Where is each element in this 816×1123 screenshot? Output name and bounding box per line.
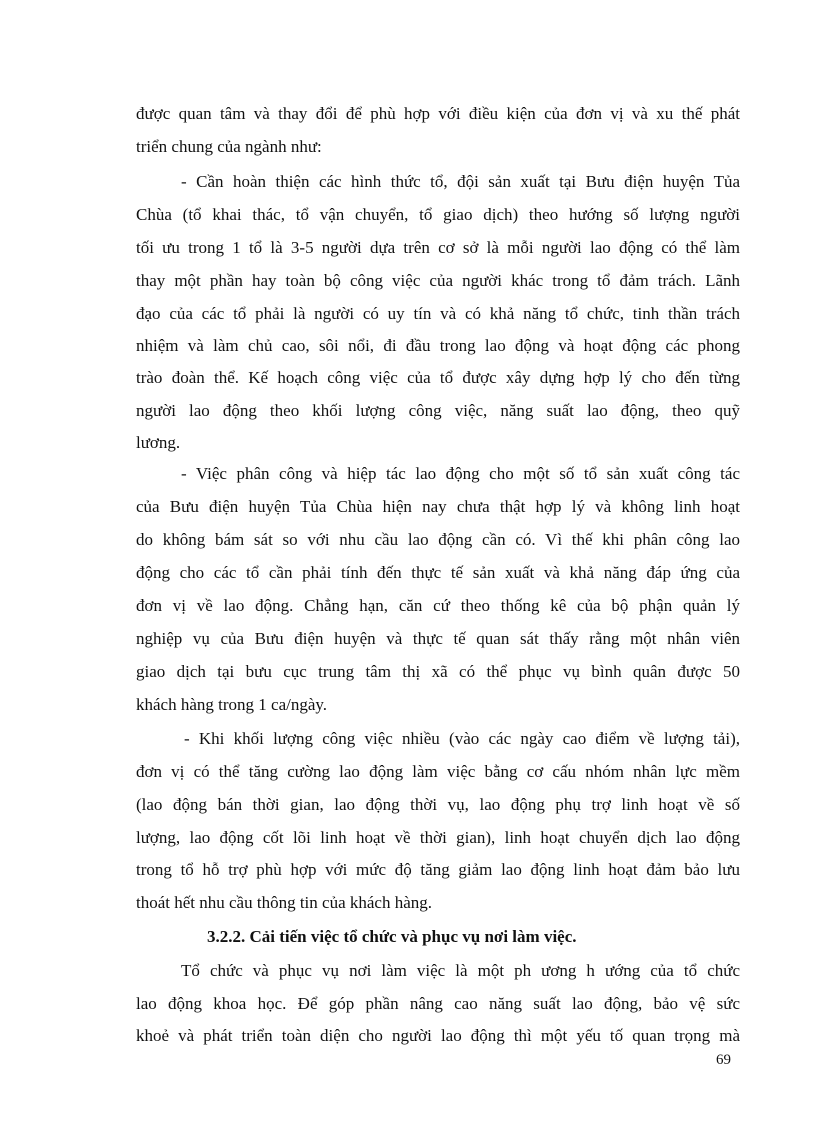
body-text-line: do không bám sát so với nhu cầu lao động cần có. Vì thế khi phân công lao bbox=[136, 530, 740, 549]
body-text-line: tối ưu trong 1 tổ là 3-5 người dựa trên cơ sở là mỗi người lao động có thể làm bbox=[136, 238, 740, 257]
body-text-line: lượng, lao động cốt lõi linh hoạt về thời gian), linh hoạt chuyển dịch lao động bbox=[136, 828, 740, 847]
body-text-line: triển chung của ngành như: bbox=[136, 137, 322, 156]
bullet-paragraph-start: - Cần hoàn thiện các hình thức tổ, đội sản xuất tại Bưu điện huyện Tủa bbox=[181, 172, 740, 191]
body-text-line: trào đoàn thể. Kế hoạch công việc của tổ được xây dựng hợp lý cho đến từng bbox=[136, 368, 740, 387]
body-text-line: người lao động theo khối lượng công việc, năng suất lao động, theo quỹ bbox=[136, 401, 740, 420]
page-number: 69 bbox=[716, 1052, 731, 1068]
body-text-line: giao dịch tại bưu cục trung tâm thị xã có thể phục vụ bình quân được 50 bbox=[136, 662, 740, 681]
body-text-line: động cho các tổ cần phải tính đến thực tế sản xuất và khả năng đáp ứng của bbox=[136, 563, 740, 582]
body-text-line: lao động khoa học. Để góp phần nâng cao năng suất lao động, bảo vệ sức bbox=[136, 994, 740, 1013]
body-text-line: trong tổ hỗ trợ phù hợp với mức độ tăng giảm lao động linh hoạt đảm bảo lưu bbox=[136, 860, 740, 879]
body-text-line: khoẻ và phát triển toàn diện cho người lao động thì một yếu tố quan trọng mà bbox=[136, 1026, 740, 1045]
body-text-line: thoát hết nhu cầu thông tin của khách hàng. bbox=[136, 893, 432, 912]
bullet-paragraph-start: - Việc phân công và hiệp tác lao động cho một số tổ sản xuất công tác bbox=[181, 464, 740, 483]
body-text-line: đạo của các tổ phải là người có uy tín và có khả năng tổ chức, tinh thần trách bbox=[136, 304, 740, 323]
body-text-line: nhiệm và làm chủ cao, sôi nổi, đi đầu trong lao động và hoạt động các phong bbox=[136, 336, 740, 355]
body-text-line: thay một phần hay toàn bộ công việc của người khác trong tổ đảm trách. Lãnh bbox=[136, 271, 740, 290]
body-text-line: đơn vị về lao động. Chẳng hạn, căn cứ theo thống kê của bộ phận quản lý bbox=[136, 596, 740, 615]
body-text-line: lương. bbox=[136, 433, 181, 452]
body-text-line: của Bưu điện huyện Tủa Chùa hiện nay chưa thật hợp lý và không linh hoạt bbox=[136, 497, 740, 516]
paragraph-start: Tổ chức và phục vụ nơi làm việc là một ph ương h ướng của tổ chức bbox=[181, 961, 740, 980]
body-text-line: Chùa (tổ khai thác, tổ vận chuyển, tổ giao dịch) theo hướng số lượng người bbox=[136, 205, 740, 224]
body-text-line: (lao động bán thời gian, lao động thời vụ, lao động phụ trợ linh hoạt về số bbox=[136, 795, 740, 814]
body-text-line: khách hàng trong 1 ca/ngày. bbox=[136, 695, 328, 714]
section-heading: 3.2.2. Cải tiến việc tổ chức và phục vụ nơi làm việc. bbox=[207, 927, 577, 946]
body-text-line: đơn vị có thể tăng cường lao động làm việc bằng cơ cấu nhóm nhân lực mềm bbox=[136, 762, 740, 781]
bullet-paragraph-start: - Khi khối lượng công việc nhiều (vào các ngày cao điểm về lượng tải), bbox=[184, 729, 740, 748]
body-text-line: được quan tâm và thay đổi để phù hợp với điều kiện của đơn vị và xu thế phát bbox=[136, 104, 740, 123]
body-text-line: nghiệp vụ của Bưu điện huyện và thực tế quan sát thấy rằng một nhân viên bbox=[136, 629, 740, 648]
